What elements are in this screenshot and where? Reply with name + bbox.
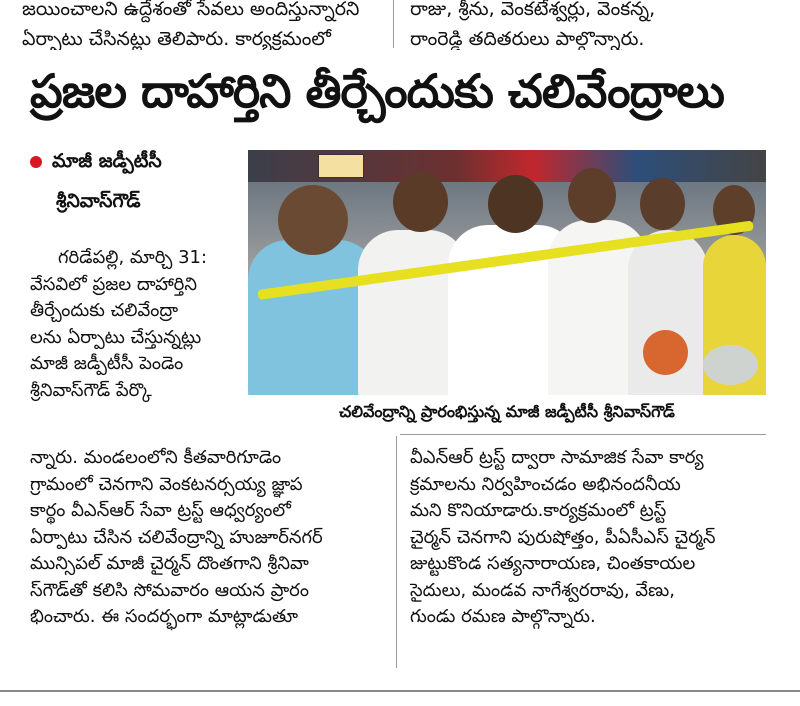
photo-shop-sign xyxy=(318,154,364,178)
article-column-left-top xyxy=(30,245,230,404)
article-line: స్‌గౌడ్‌తో కలిసి సోమవారం ఆయన ప్రారం xyxy=(30,579,309,601)
top-fragment-line: ఏర్పాటు చేసినట్లు తెలిపారు. కార్యక్రమంలో xyxy=(22,28,331,50)
article-line: లను ఏర్పాటు చేస్తున్నట్లు xyxy=(30,326,202,348)
clipped-top-text xyxy=(0,0,800,50)
page-bottom-rule xyxy=(0,690,800,692)
article-line: న్నారు. మండలంలోని కీతవారిగూడెం xyxy=(30,447,282,468)
photo-head xyxy=(640,178,685,230)
article-line: క్రమాలను నిర్వహించడం అభినందనీయ xyxy=(410,473,681,495)
article-line: చైర్మన్ చెనగాని పురుషోత్తం, పీఏసీఎస్ చైర్మన్ xyxy=(410,526,716,548)
headline: ప్రజల దాహార్తిని తీర్చేందుకు చలివేంద్రాలు xyxy=(30,64,724,118)
article-line: మని కొనియాడారు.కార్యక్రమంలో ట్రస్ట్ xyxy=(410,500,667,521)
photo-water-pot xyxy=(703,345,758,385)
bullet-dot-icon xyxy=(30,156,42,168)
article-line: గరిడేపల్లి, మార్చి 31: xyxy=(58,247,208,268)
photo-water-pot xyxy=(643,330,688,375)
article-line: మాజీ జడ్పీటీసీ పెండెం xyxy=(30,353,184,374)
byline xyxy=(30,146,230,216)
photo-caption: చలివేంద్రాన్ని ప్రారంభిస్తున్న మాజీ జడ్పీటీసీ శ్రీనివాస్‌గౌడ్ xyxy=(339,402,675,421)
article-line: గుండు రమణ పాల్గొన్నారు. xyxy=(410,606,596,627)
article-line: తీర్చేందుకు చలివేంద్రా xyxy=(30,300,179,321)
article-line: గ్రామంలో చెనగాని వెంకటనర్సయ్య జ్ఞాప xyxy=(30,473,303,495)
byline-name: శ్రీనివాస్‌గౌడ్ xyxy=(56,190,141,212)
article-line: జుట్టుకొండ సత్యనారాయణ, చింతకాయల xyxy=(410,553,696,574)
article-column-left xyxy=(30,445,390,631)
photo-head xyxy=(488,175,543,233)
article-column-right xyxy=(410,445,770,631)
article-line: వీఎన్ఆర్ ట్రస్ట్ ద్వారా సామాజిక సేవా కార్య xyxy=(410,447,704,468)
top-fragment-right xyxy=(410,0,780,50)
article-line: ఏర్పాటు చేసిన చలివేంద్రాన్ని హుజూర్‌నగర్ xyxy=(30,526,323,548)
photo-head xyxy=(568,168,616,223)
top-fragment-line: రాజు, శ్రీను, వెంకటేశ్వర్లు, వెంకన్న, xyxy=(410,0,656,20)
byline-title: మాజీ జడ్పీటీసీ xyxy=(52,150,162,172)
news-photo xyxy=(248,150,766,395)
article-line: కార్థం వీఎన్ఆర్ సేవా ట్రస్ట్ ఆధ్వర్యంలో xyxy=(30,500,291,521)
photo-head xyxy=(393,172,448,232)
column-divider xyxy=(396,436,397,668)
photo-head xyxy=(278,185,348,255)
top-fragment-line: జయించాలని ఉద్దేశంతో సేవలు అందిస్తున్నారని xyxy=(22,0,360,20)
article-line: వేసవిలో ప్రజల దాహార్తిని xyxy=(30,273,197,295)
column-divider xyxy=(393,0,394,48)
article-line: భించారు. ఈ సందర్భంగా మాట్లాడుతూ xyxy=(30,606,299,627)
top-fragment-line: రాంరెడ్డి తదితరులు పాల్గొన్నారు. xyxy=(410,28,645,50)
top-fragment-left xyxy=(22,0,382,50)
article-line: సైదులు, మండవ నాగేశ్వరరావు, వేణు, xyxy=(410,579,675,601)
section-divider xyxy=(400,434,766,435)
article-line: మున్సిపల్ మాజీ చైర్మన్ దొంతగాని శ్రీనివా xyxy=(30,553,309,574)
article-line: శ్రీనివాస్‌గౌడ్ పేర్కొ xyxy=(30,379,152,401)
